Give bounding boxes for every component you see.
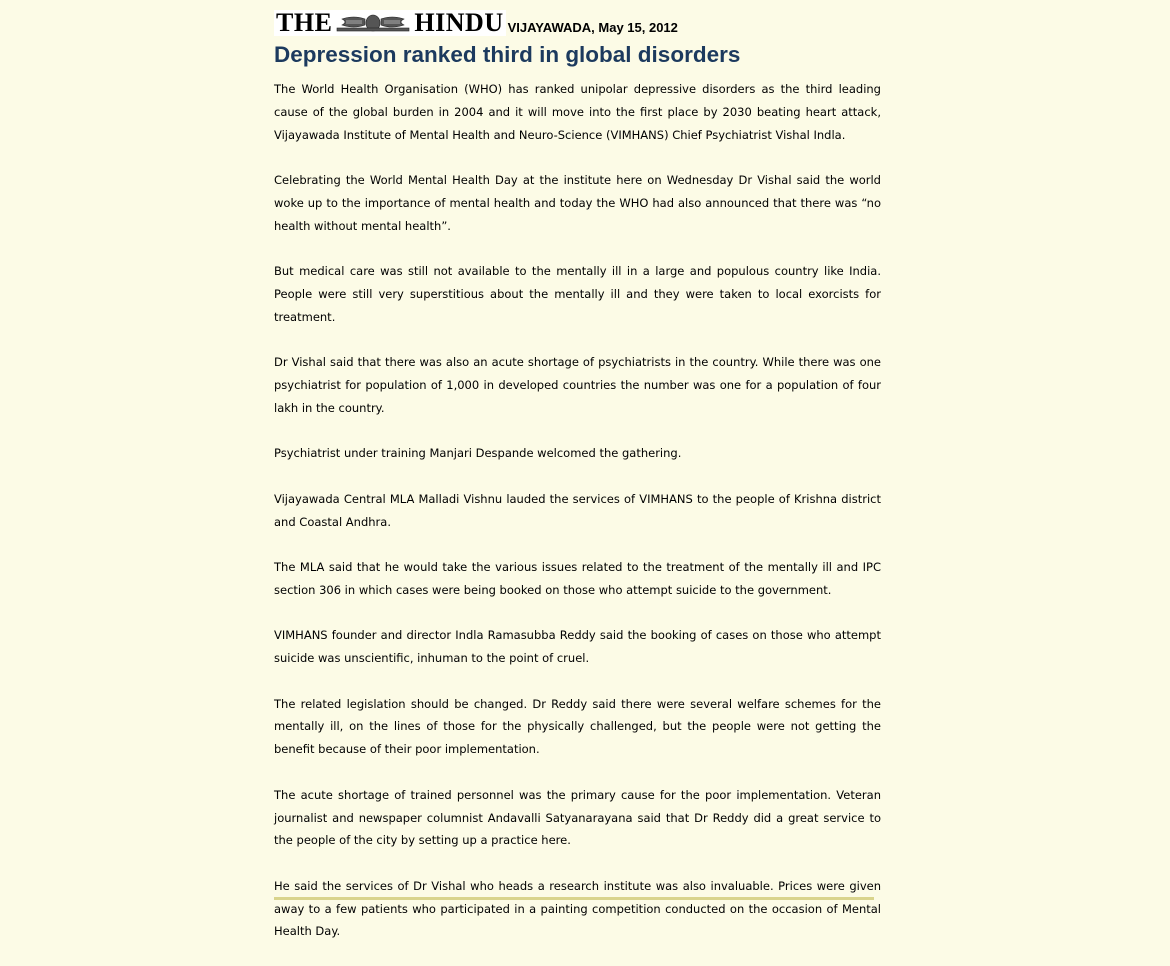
article bbox=[274, 6, 881, 966]
article-body bbox=[274, 78, 881, 943]
paragraph: He said the services of Dr Vishal who heads a research institute was also invaluable. Prices were given away to a few patients who participated in a painting competition conducted on the occasion of Mental Health Day. bbox=[274, 878, 881, 939]
paragraph: The related legislation should be changed. Dr Reddy said there were several welfare schemes for the mentally ill, on the lines of those for the physically challenged, but the people were not getting the benefit because of their poor implementation. bbox=[274, 696, 881, 757]
paragraph: Dr Vishal said that there was also an acute shortage of psychiatrists in the country. While there was one psychiatrist for population of 1,000 in developed countries the number was one for a population of four lakh in the country. bbox=[274, 355, 881, 415]
dateline: VIJAYAWADA, May 15, 2012 bbox=[507, 20, 678, 35]
paragraph: VIMHANS founder and director Indla Ramasubba Reddy said the booking of cases on those who attempt suicide was unscientific, inhuman to the point of cruel. bbox=[274, 628, 881, 666]
paragraph: The MLA said that he would take the various issues related to the treatment of the mentally ill and IPC section 306 in which cases were being booked on those who attempt suicide to the government. bbox=[274, 560, 881, 597]
bottom-divider bbox=[274, 897, 874, 900]
paragraph: The World Health Organisation (WHO) has ranked unipolar depressive disorders as the third leading cause of the global burden in 2004 and it will move into the first place by 2030 beating heart attack, Vijayawada Institute of Mental Health and Neuro-Science (VIMHANS) Chief Psychiatrist Vishal Indla. bbox=[274, 82, 881, 142]
logo-word-the: THE bbox=[276, 8, 333, 37]
newspaper-logo bbox=[274, 10, 506, 36]
paragraph: Vijayawada Central MLA Malladi Vishnu lauded the services of VIMHANS to the people of Krishna district and Coastal Andhra. bbox=[274, 491, 881, 529]
paragraph: Celebrating the World Mental Health Day at the institute here on Wednesday Dr Vishal said the world woke up to the importance of mental health and today the WHO had also announced that there was “no health without mental health”. bbox=[274, 173, 881, 233]
emblem-icon bbox=[334, 13, 412, 33]
masthead bbox=[274, 6, 881, 36]
paragraph: Psychiatrist under training Manjari Despande welcomed the gathering. bbox=[274, 446, 682, 461]
paragraph: The acute shortage of trained personnel was the primary cause for the poor implementation. Veteran journalist and newspaper columnist Andavalli Satyanarayana said that Dr Reddy did a great service to the people of the city by setting up a practice here. bbox=[274, 787, 881, 848]
headline: Depression ranked third in global disorders bbox=[274, 42, 741, 67]
paragraph: But medical care was still not available to the mentally ill in a large and populous country like India. People were still very superstitious about the mentally ill and they were taken to local exorcists for treatment. bbox=[274, 264, 881, 324]
logo-word-hindu: HINDU bbox=[414, 8, 504, 37]
